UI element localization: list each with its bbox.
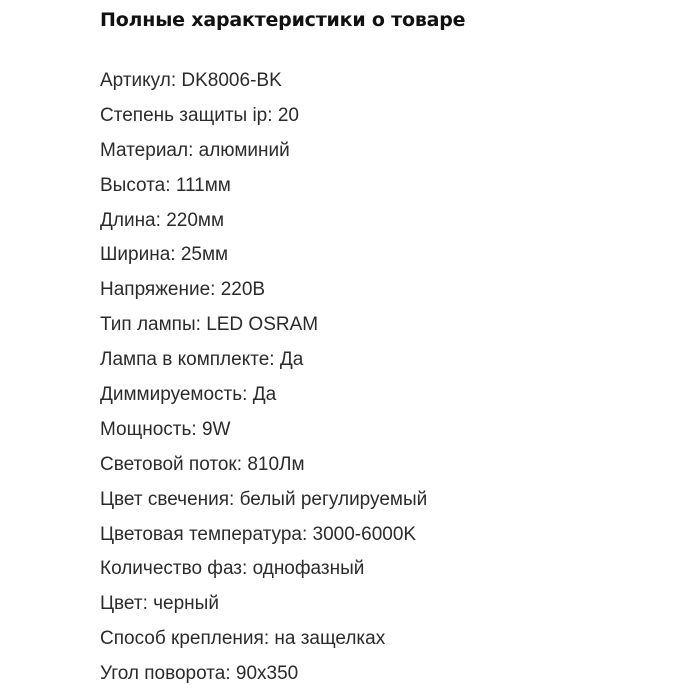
spec-label: Количество фаз [100,558,243,580]
spec-label: Ширина [100,244,171,266]
spec-label: Цветовая температура [100,523,302,545]
spec-label: Мощность [100,418,192,440]
spec-label: Напряжение [100,279,211,301]
spec-label: Тип лампы [100,314,196,336]
specs-title: Полные характеристики о товаре [100,9,466,31]
spec-row: Способ крепления: на защелках [100,628,386,650]
spec-value: на защелках [274,628,386,650]
spec-label: Лампа в комплекте [100,349,270,371]
spec-value: Да [279,349,304,371]
spec-value: 810Лм [247,453,305,475]
spec-row: Тип лампы: LED OSRAM [100,314,319,336]
spec-row: Материал: алюминий [100,139,290,161]
spec-label: Цвет [100,593,143,615]
spec-list [100,66,427,694]
spec-label: Угол поворота [100,663,226,685]
spec-row: Цветовая температура: 3000-6000K [100,523,417,545]
spec-row: Цвет: черный [100,593,219,615]
spec-label: Материал [100,139,189,161]
spec-value: DK8006-BK [181,70,282,91]
spec-label: Цвет свечения [100,488,230,510]
spec-value: белый регулируемый [239,488,428,510]
spec-row: Лампа в комплекте: Да [100,349,304,371]
spec-label: Артикул [100,70,171,91]
spec-row: Цвет свечения: белый регулируемый [100,488,428,510]
spec-value: алюминий [198,139,290,161]
spec-row: Напряжение: 220В [100,279,266,301]
spec-row: Мощность: 9W [100,418,231,440]
spec-label: Диммируемость [100,384,243,406]
spec-value: 111мм [175,174,231,196]
spec-row: Длина: 220мм [100,209,225,231]
spec-value: Да [252,384,277,406]
spec-value: черный [153,593,219,615]
spec-row: Угол поворота: 90x350 [100,663,299,685]
spec-row: Световой поток: 810Лм [100,453,305,475]
spec-row: Высота: 111мм [100,174,231,196]
spec-value: LED OSRAM [206,314,319,336]
spec-row: Степень защиты ip: 20 [100,104,299,126]
spec-value: 90x350 [235,663,299,685]
spec-row: Диммируемость: Да [100,384,277,406]
spec-value: 220мм [166,209,225,231]
spec-label: Высота [100,174,166,196]
spec-row: Количество фаз: однофазный [100,558,365,580]
spec-value: 20 [277,104,299,126]
spec-value: 220В [220,279,266,301]
spec-value: 9W [201,418,231,440]
spec-label: Способ крепления [100,628,264,650]
spec-label: Длина [100,209,156,231]
spec-label: Степень защиты ip [100,104,268,126]
spec-value: однофазный [252,558,365,580]
spec-label: Световой поток [100,453,237,475]
spec-value: 25мм [180,244,229,266]
spec-value: 3000-6000K [312,523,417,545]
spec-row: Артикул: DK8006-BK [100,70,282,91]
spec-row: Ширина: 25мм [100,244,229,266]
